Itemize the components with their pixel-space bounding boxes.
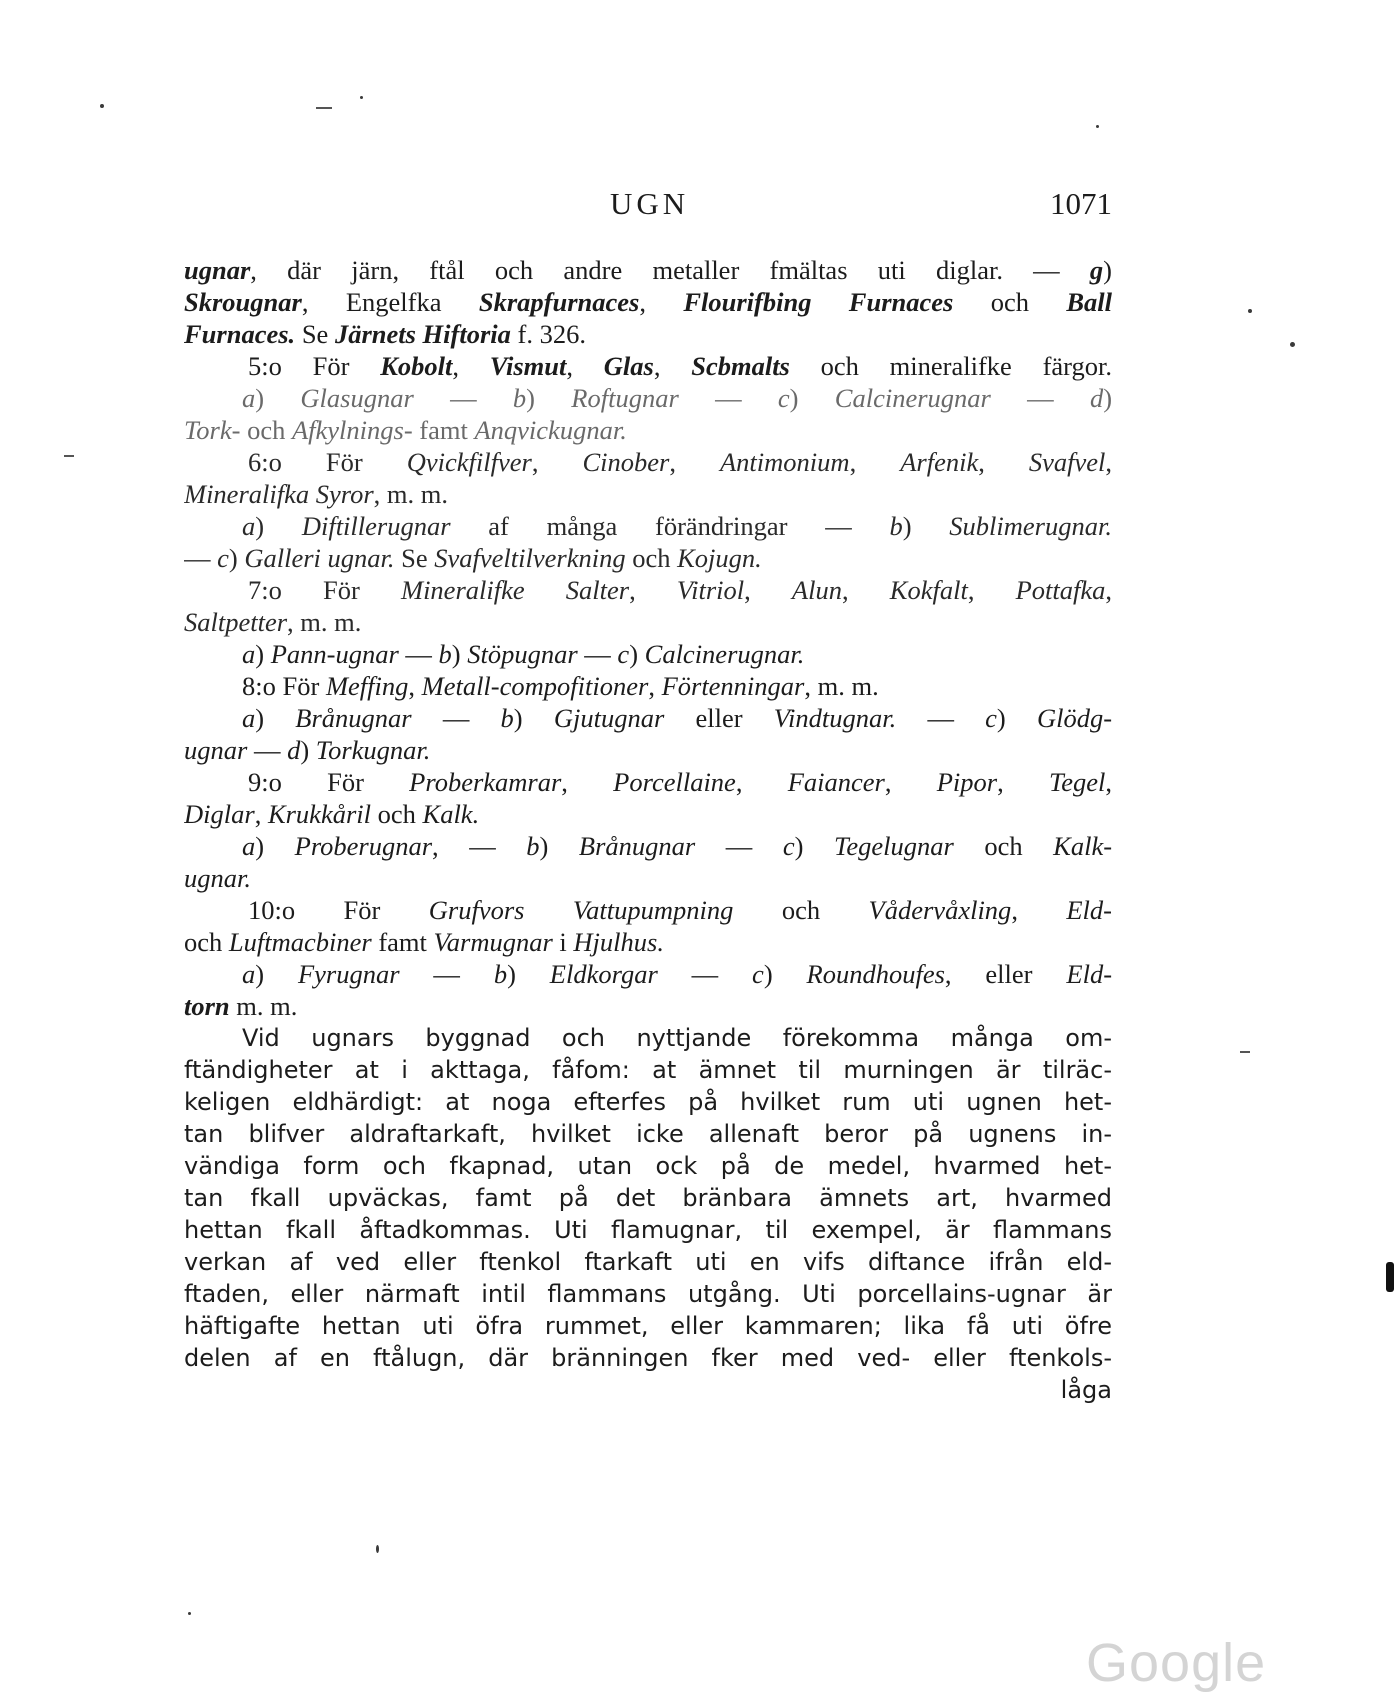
text-line: 5:o För Kobolt, Vismut, Glas, Scbmalts och mineralifke färgor. xyxy=(248,351,1112,381)
ink-speck xyxy=(360,96,363,99)
text-line: a) Glasugnar — b) Roftugnar — c) Calcinerugnar — d) xyxy=(242,383,1112,413)
text-line: ugnar — d) Torkugnar. xyxy=(184,735,431,765)
text-line: Mineralifka Syror, m. m. xyxy=(184,479,448,509)
text-line: 6:o För Qvickfilfver, Cinober, Antimonium, Arfenik, Svafvel, xyxy=(248,447,1112,477)
ink-mark xyxy=(64,455,74,457)
text-line: 7:o För Mineralifke Salter, Vitriol, Alun, Kokfalt, Pottafka, xyxy=(248,575,1112,605)
ink-mark xyxy=(1240,1051,1250,1053)
text-line: a) Brånugnar — b) Gjutugnar eller Vindtugnar. — c) Glödg- xyxy=(242,703,1112,733)
ink-speck xyxy=(1290,342,1295,347)
text-line: ugnar, där järn, ftål och andre metaller fmältas uti diglar. — g) xyxy=(184,255,1112,285)
ink-speck xyxy=(376,1545,379,1553)
text-line: a) Pann-ugnar — b) Stöpugnar — c) Calcinerugnar. xyxy=(242,639,805,669)
text-line: ugnar. xyxy=(184,863,252,893)
catchword: låga xyxy=(1060,1376,1112,1404)
page-number: 1071 xyxy=(1050,186,1112,221)
text-line: Furnaces. Se Järnets Hiftoria f. 326. xyxy=(184,319,586,349)
ink-speck xyxy=(1096,125,1099,128)
text-line: torn m. m. xyxy=(184,991,298,1021)
ink-mark xyxy=(316,107,332,109)
paragraph-line: vändiga form och fkapnad, utan ock på de medel, hvarmed het- xyxy=(184,1152,1112,1180)
paragraph-line: ftaden, eller närmaft intil flammans utgång. Uti porcellains-ugnar är xyxy=(184,1280,1112,1308)
paragraph-line: Vid ugnars byggnad och nyttjande förekomma många om- xyxy=(242,1024,1112,1052)
paragraph-line: tan blifver aldraftarkaft, hvilket icke allenaft beror på ugnens in- xyxy=(184,1120,1112,1148)
text-line: Tork- och Afkylnings- famt Anqvickugnar. xyxy=(184,415,627,445)
text-line: 8:o För Meffing, Metall-compofitioner, Förtenningar, m. m. xyxy=(242,671,879,701)
text-line: a) Proberugnar, — b) Brånugnar — c) Tegelugnar och Kalk- xyxy=(242,831,1112,861)
page-edge-mark xyxy=(1386,1262,1394,1292)
google-watermark: Google xyxy=(1086,1633,1267,1693)
text-line: a) Diftillerugnar af många förändringar — b) Sublimerugnar. xyxy=(242,511,1112,541)
paragraph-line: delen af en ftålugn, där bränningen fker med ved- eller ftenkols- xyxy=(184,1344,1112,1372)
text-line: — c) Galleri ugnar. Se Svafveltilverkning och Kojugn. xyxy=(184,543,762,573)
text-line: och Luftmacbiner famt Varmugnar i Hjulhus. xyxy=(184,927,664,957)
ink-speck xyxy=(100,104,104,108)
paragraph-line: ftändigheter at i akttaga, fåfom: at ämnet til murningen är tilräc- xyxy=(184,1056,1112,1084)
text-line: 9:o För Proberkamrar, Porcellaine, Faiancer, Pipor, Tegel, xyxy=(248,767,1112,797)
paragraph-line: hettan fkall åftadkommas. Uti flamugnar, til exempel, är flammans xyxy=(184,1216,1112,1244)
text-line: Skrougnar, Engelfka Skrapfurnaces, Flourifbing Furnaces och Ball xyxy=(184,287,1112,317)
ink-speck xyxy=(1248,309,1252,313)
main-text xyxy=(184,254,1112,1406)
paragraph-line: häftigafte hettan uti öfra rummet, eller kammaren; lika få uti öfre xyxy=(184,1312,1112,1340)
paragraph-line: verkan af ved eller ftenkol ftarkaft uti en vifs diftance ifrån eld- xyxy=(184,1248,1112,1276)
text-line: a) Fyrugnar — b) Eldkorgar — c) Roundhoufes, eller Eld- xyxy=(242,959,1112,989)
running-head: UGN xyxy=(610,186,690,221)
page-header xyxy=(184,186,1112,226)
text-line: Saltpetter, m. m. xyxy=(184,607,362,637)
paragraph-line: keligen eldhärdigt: at noga efterfes på hvilket rum uti ugnen het- xyxy=(184,1088,1112,1116)
ink-speck xyxy=(188,1612,191,1615)
text-line: Diglar, Krukkåril och Kalk. xyxy=(184,799,480,829)
paragraph-line: tan fkall upväckas, famt på det bränbara ämnets art, hvarmed xyxy=(184,1184,1112,1212)
text-line: 10:o För Grufvors Vattupumpning och Vådervåxling, Eld- xyxy=(248,895,1112,925)
